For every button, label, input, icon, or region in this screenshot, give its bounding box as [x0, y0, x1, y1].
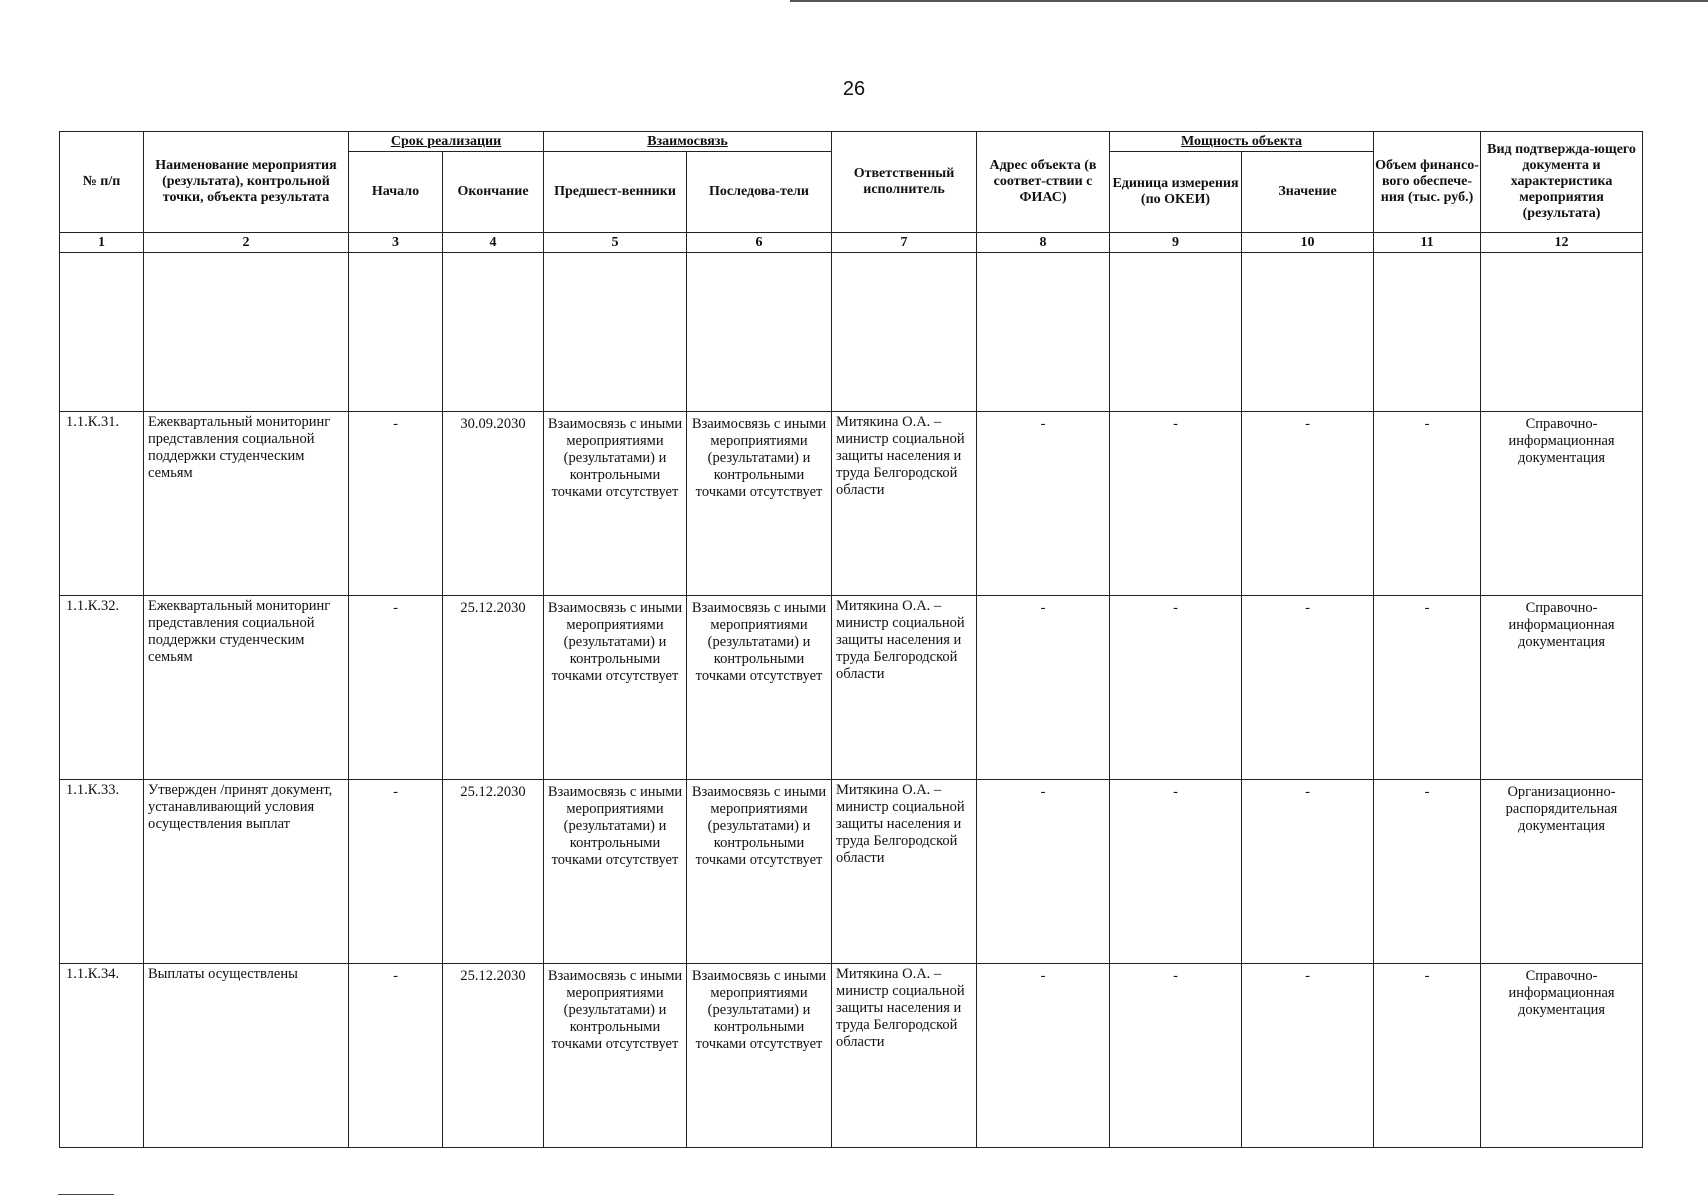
- header-responsible: Ответственный исполнитель: [832, 132, 977, 233]
- cell-end: 25.12.2030: [443, 596, 544, 780]
- cell-id: 1.1.К.31.: [60, 412, 144, 596]
- cell-responsible: Митякина О.А. – министр социальной защиты населения и труда Белгородской области: [832, 596, 977, 780]
- column-number-12: 12: [1481, 233, 1643, 253]
- cell-successors: Взаимосвязь с иными мероприятиями (результатами) и контрольными точками отсутствует: [687, 412, 832, 596]
- header-group-link: Взаимосвязь: [544, 132, 832, 152]
- cell-funding: -: [1374, 964, 1481, 1148]
- cell-successors: Взаимосвязь с иными мероприятиями (результатами) и контрольными точками отсутствует: [687, 780, 832, 964]
- page-number: 26: [842, 78, 866, 100]
- cell-id: 1.1.К.34.: [60, 964, 144, 1148]
- cell-responsible: Митякина О.А. – министр социальной защиты населения и труда Белгородской области: [832, 964, 977, 1148]
- cell-predecessors: Взаимосвязь с иными мероприятиями (результатами) и контрольными точками отсутствует: [544, 412, 687, 596]
- cell-start: -: [349, 780, 443, 964]
- cell-id: 1.1.К.33.: [60, 780, 144, 964]
- header-funding: Объем финансо-вого обеспече-ния (тыс. руб.): [1374, 132, 1481, 233]
- header-successors: Последова-тели: [687, 152, 832, 233]
- cell-start: -: [349, 596, 443, 780]
- cell-successors: Взаимосвязь с иными мероприятиями (результатами) и контрольными точками отсутствует: [687, 596, 832, 780]
- cell-unit: -: [1110, 596, 1242, 780]
- cell-responsible: Митякина О.А. – министр социальной защиты населения и труда Белгородской области: [832, 780, 977, 964]
- cell-id: 1.1.К.32.: [60, 596, 144, 780]
- table-row: [60, 596, 1643, 780]
- header-unit: Единица измерения (по ОКЕИ): [1110, 152, 1242, 233]
- header-group-period: Срок реализации: [349, 132, 544, 152]
- cell-unit: -: [1110, 412, 1242, 596]
- cell-end: 25.12.2030: [443, 780, 544, 964]
- header-name: Наименование мероприятия (результата), контрольной точки, объекта результата: [144, 132, 349, 233]
- column-number-6: 6: [687, 233, 832, 253]
- cell-doc-type: Справочно-информационная документация: [1481, 964, 1643, 1148]
- cell-name: Ежеквартальный мониторинг представления социальной поддержки студенческим семьям: [144, 412, 349, 596]
- cell-address: -: [977, 780, 1110, 964]
- header-value: Значение: [1242, 152, 1374, 233]
- top-border-line: [790, 0, 1708, 2]
- cell-value: -: [1242, 964, 1374, 1148]
- column-number-11: 11: [1374, 233, 1481, 253]
- header-doc-type: Вид подтвержда-ющего документа и характеристика мероприятия (результата): [1481, 132, 1643, 233]
- column-number-3: 3: [349, 233, 443, 253]
- cell-address: -: [977, 596, 1110, 780]
- column-number-7: 7: [832, 233, 977, 253]
- cell-predecessors: Взаимосвязь с иными мероприятиями (результатами) и контрольными точками отсутствует: [544, 780, 687, 964]
- cell-funding: -: [1374, 412, 1481, 596]
- cell-value: -: [1242, 596, 1374, 780]
- cell-predecessors: Взаимосвязь с иными мероприятиями (результатами) и контрольными точками отсутствует: [544, 596, 687, 780]
- table-row: [60, 964, 1643, 1148]
- cell-unit: -: [1110, 964, 1242, 1148]
- cell-funding: -: [1374, 780, 1481, 964]
- cell-start: -: [349, 964, 443, 1148]
- table-row: [60, 780, 1643, 964]
- cell-doc-type: Организационно-распорядительная документация: [1481, 780, 1643, 964]
- cell-doc-type: Справочно-информационная документация: [1481, 596, 1643, 780]
- header-group-capacity: Мощность объекта: [1110, 132, 1374, 152]
- table-row: [60, 412, 1643, 596]
- cell-address: -: [977, 412, 1110, 596]
- header-predecessors: Предшест-венники: [544, 152, 687, 233]
- cell-name: Выплаты осуществлены: [144, 964, 349, 1148]
- header-address: Адрес объекта (в соответ-ствии с ФИАС): [977, 132, 1110, 233]
- header-end: Окончание: [443, 152, 544, 233]
- cell-end: 30.09.2030: [443, 412, 544, 596]
- cell-funding: -: [1374, 596, 1481, 780]
- plan-table: [59, 131, 1643, 1148]
- cell-end: 25.12.2030: [443, 964, 544, 1148]
- column-number-4: 4: [443, 233, 544, 253]
- cell-unit: -: [1110, 780, 1242, 964]
- cell-predecessors: Взаимосвязь с иными мероприятиями (результатами) и контрольными точками отсутствует: [544, 964, 687, 1148]
- cell-successors: Взаимосвязь с иными мероприятиями (результатами) и контрольными точками отсутствует: [687, 964, 832, 1148]
- column-number-10: 10: [1242, 233, 1374, 253]
- cell-responsible: Митякина О.А. – министр социальной защиты населения и труда Белгородской области: [832, 412, 977, 596]
- column-number-8: 8: [977, 233, 1110, 253]
- header-start: Начало: [349, 152, 443, 233]
- footnote-line: [58, 1194, 114, 1195]
- cell-start: -: [349, 412, 443, 596]
- header-number: № п/п: [60, 132, 144, 233]
- cell-address: -: [977, 964, 1110, 1148]
- table-row-empty: [60, 253, 1643, 412]
- cell-value: -: [1242, 780, 1374, 964]
- cell-name: Ежеквартальный мониторинг представления социальной поддержки студенческим семьям: [144, 596, 349, 780]
- cell-name: Утвержден /принят документ, устанавливающий условия осуществления выплат: [144, 780, 349, 964]
- cell-doc-type: Справочно-информационная документация: [1481, 412, 1643, 596]
- column-number-2: 2: [144, 233, 349, 253]
- cell-value: -: [1242, 412, 1374, 596]
- column-number-5: 5: [544, 233, 687, 253]
- column-number-1: 1: [60, 233, 144, 253]
- column-number-9: 9: [1110, 233, 1242, 253]
